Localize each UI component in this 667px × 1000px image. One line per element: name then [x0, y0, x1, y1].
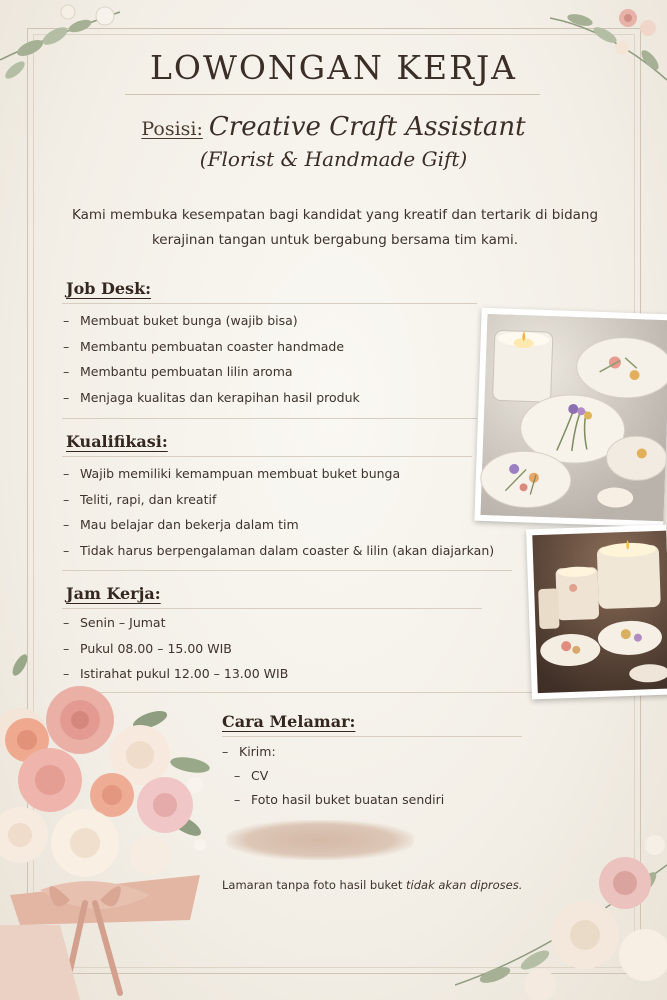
jam-kerja-divider — [62, 608, 482, 609]
position-subtitle: (Florist & Handmade Gift) — [199, 147, 468, 171]
list-item: – Foto hasil buket buatan sendiri — [234, 792, 445, 807]
kualifikasi-heading: Kualifikasi: — [66, 432, 168, 451]
job-desk-list — [63, 308, 360, 410]
cara-melamar-heading: Cara Melamar: — [222, 712, 356, 731]
job-desk-divider — [62, 303, 477, 304]
coaster-candle-photo — [474, 308, 667, 527]
list-item: – Membantu pembuatan coaster handmade — [63, 338, 345, 354]
kualifikasi-divider — [62, 456, 472, 457]
redacted-contact — [226, 820, 414, 860]
list-item: – Menjaga kualitas dan kerapihan hasil produk — [63, 389, 360, 405]
intro-paragraph — [70, 203, 600, 253]
list-item: – Tidak harus berpengalaman dalam coaster & lilin (akan diajarkan) — [63, 542, 495, 558]
intro-line: kerajinan tangan untuk bergabung bersama tim kami. — [151, 232, 519, 248]
position-name: Creative Craft Assistant — [208, 112, 526, 142]
candle-coaster-photo — [526, 525, 667, 700]
footer-note: Lamaran tanpa foto hasil buket tidak akan diproses. — [222, 878, 523, 892]
jam-kerja-heading: Jam Kerja: — [66, 584, 161, 603]
list-item: – Membuat buket bunga (wajib bisa) — [63, 313, 298, 328]
section-divider — [62, 418, 477, 419]
cara-melamar-divider — [222, 736, 522, 737]
list-item: – Mau belajar dan bekerja dalam tim — [63, 517, 299, 532]
cara-melamar-list — [222, 740, 444, 812]
list-item: – Istirahat pukul 12.00 – 13.00 WIB — [63, 666, 289, 681]
title-divider — [125, 94, 540, 95]
section-divider — [62, 570, 512, 571]
bottom-right-floral-decoration — [455, 825, 667, 1000]
kualifikasi-list — [63, 461, 494, 563]
position-line — [0, 112, 667, 142]
rose-bouquet-decoration — [0, 625, 225, 1000]
job-desk-heading: Job Desk: — [66, 279, 152, 298]
list-item: – Membantu pembuatan lilin aroma — [63, 364, 293, 379]
position-label: Posisi: — [141, 118, 203, 140]
list-item: – CV — [234, 768, 269, 783]
list-item: – Kirim: — [222, 744, 276, 759]
list-item: – Senin – Jumat — [63, 615, 166, 630]
list-item: – Pukul 08.00 – 15.00 WIB — [63, 640, 232, 656]
list-item: – Wajib memiliki kemampuan membuat buket bunga — [63, 466, 401, 481]
intro-line: Kami membuka kesempatan bagi kandidat yang kreatif dan tertarik di bidang — [71, 207, 599, 223]
list-item: – Teliti, rapi, dan kreatif — [63, 491, 217, 507]
page-title: LOWONGAN KERJA — [149, 48, 518, 87]
